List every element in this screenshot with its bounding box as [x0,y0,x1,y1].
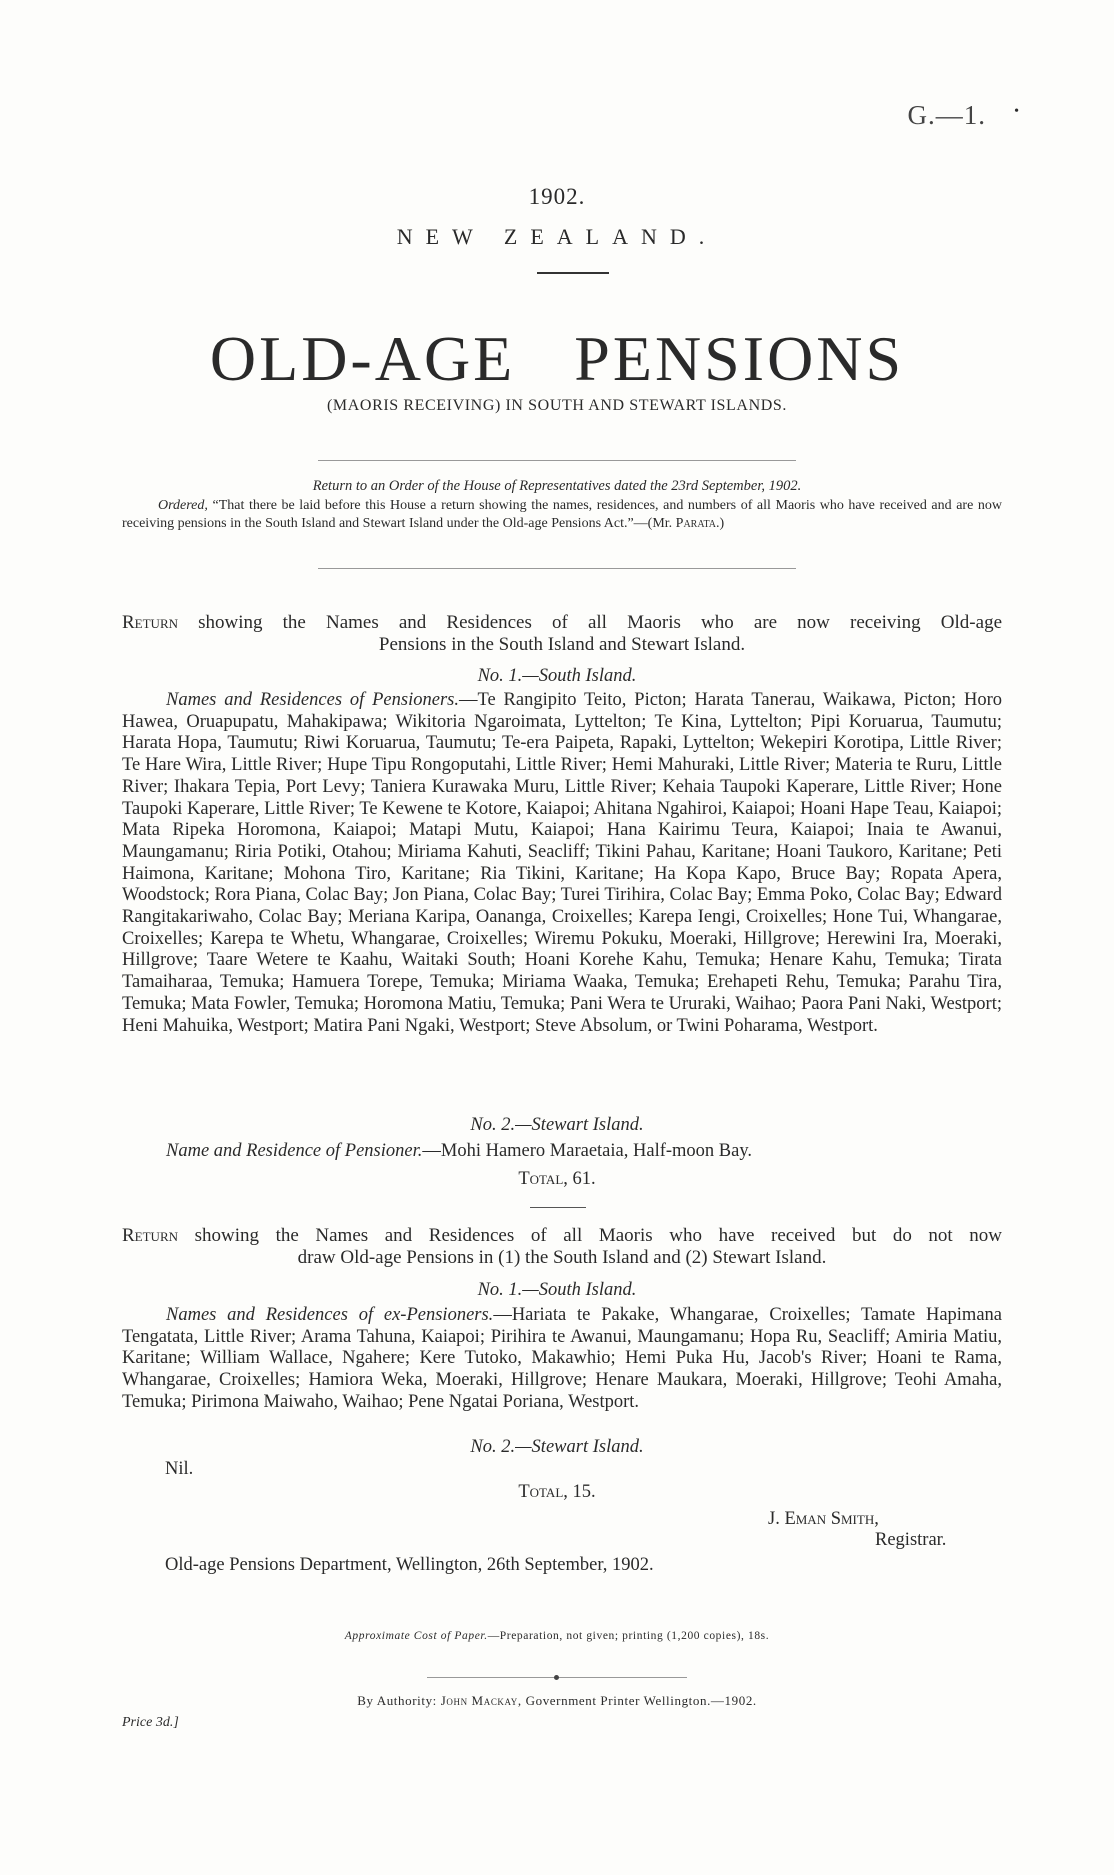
ordered-text: “That there be laid before this House a return showing the names, residences, and numbers of all Maoris who have received and are now receiving pensions in the South Island and Stewart Island under the Old-age Pensions Act.”—(Mr. [122,498,1003,531]
section-divider [530,1207,586,1208]
imprint-line [0,1693,1114,1709]
return-2-heading [122,1225,1002,1269]
return-2-south-heading: No. 1.—South Island. [477,1280,637,1300]
return-2-total [0,1482,1114,1503]
signatory-name: J. Eman Smith, [768,1509,879,1529]
order-rule-bottom [318,568,796,569]
return-1-heading [122,612,1002,656]
department-line: Old-age Pensions Department, Wellington, 26th September, 1902. [165,1555,654,1575]
return-2-heading-line2: draw Old-age Pensions in (1) the South Island and (2) Stewart Island. [297,1247,827,1268]
ordered-member: Parata [675,515,716,531]
ordered-end: .) [716,515,725,531]
return-order-line: Return to an Order of the House of Representatives dated the 23rd September, 1902. [312,478,802,494]
signatory-role: Registrar. [875,1530,947,1550]
return-2-south-paragraph [122,1305,1002,1414]
cost-line [0,1630,1114,1642]
return-2-total-value: 15. [572,1482,596,1502]
return-1-stewart-heading: No. 2.—Stewart Island. [470,1115,644,1135]
page-subtitle: (MAORIS RECEIVING) IN SOUTH AND STEWART ISLANDS. [327,397,787,414]
ordered-paragraph [122,497,1002,532]
return-1-stewart-label: Name and Residence of Pensioner. [166,1141,423,1161]
return-1-total [0,1169,1114,1190]
return-1-total-label: Total, [518,1169,568,1189]
return-2-lead: Return [122,1225,179,1246]
cost-text: —Preparation, not given; printing (1,200 copies), 18s. [487,1630,770,1642]
return-1-south-paragraph [122,690,1002,1037]
return-2-total-label: Total, [518,1482,568,1502]
country: NEW ZEALAND. [396,224,718,249]
title-rule [537,272,609,274]
imprint-rule-dot [554,1675,559,1680]
return-1-stewart-paragraph [122,1141,1002,1163]
return-1-lead: Return [122,612,179,633]
page-title: OLD-AGE PENSIONS [209,323,905,394]
return-2-stewart-heading: No. 2.—Stewart Island. [470,1437,644,1457]
cost-label: Approximate Cost of Paper. [344,1630,488,1642]
imprint-prefix: By Authority: [357,1693,437,1708]
imprint-suffix: , Government Printer Wellington.—1902. [517,1693,757,1708]
price: Price 3d.] [122,1715,179,1730]
return-2-south-text: —Hariata te Pakake, Whangarae, Croixelles; Tamate Hapimana Tengatata, Little River; Arama Tahuna, Kaiapoi; Pirihira te Awanui, Maungamanu; Hopa Ru, Seacliff; Amiria Matiu, Karitane; William Wallace, Ngahere; Kere Tutoko, Makawhio; Hemi Puka Hu, Jacob's River; Hoani te Rama, Whangarae, Croixelles; Hamiora Weka, Moeraki, Hillgrove; Henare Maukara, Moeraki, Hillgrove; Teohi Amaha, Temuka; Pirimona Maiwaho, Waihao; Pene Ngatai Poriana, Westport. [122,1305,1002,1412]
return-2-south-label: Names and Residences of ex-Pensioners. [166,1305,494,1325]
year: 1902. [528,184,586,209]
return-1-heading-text: showing the Names and Residences of all Maoris who are now receiving Old-age [198,612,1002,633]
return-2-heading-text: showing the Names and Residences of all Maoris who have received but do not now [194,1225,1002,1246]
return-1-heading-line2: Pensions in the South Island and Stewart Island. [378,634,746,655]
corner-mark: • [1014,104,1019,119]
document-reference: G.—1. [907,100,986,130]
order-rule-top [318,460,796,461]
return-1-total-value: 61. [572,1169,596,1189]
imprint-printer: John Mackay [440,1693,518,1708]
ordered-label: Ordered, [158,498,208,513]
return-1-stewart-text: —Mohi Hamero Maraetaia, Half-moon Bay. [422,1141,753,1161]
return-2-nil: Nil. [165,1459,194,1479]
return-1-south-text: —Te Rangipito Teito, Picton; Harata Tanerau, Waikawa, Picton; Horo Hawea, Oruapupatu, Mahakipawa; Wikitoria Ngaroimata, Lyttelton; Te Kina, Lyttelton; Pipi Koruarua, Taumutu; Harata Hopa, Taumutu; Riwi Koruarua, Taumutu; Te-era Paipeta, Rapaki, Lyttelton; Wekepiri Korotipa, Little River; Te Hare Wira, Little River; Hupe Tipu Rongoputahi, Little River; Hemi Mahuraki, Little River; Materia te Ruru, Little River; Ihakara Tepia, Port Levy; Taniera Kurawaka Muru, Little River; Kehaia Taupoki Kaperare, Little River; Hone Taupoki Kaperare, Little River; Te Kewene te Kotore, Kaiapoi; Ahitana Ngahiroi, Kaiapoi; Hoani Hape Teau, Kaiapoi; Mata Ripeka Horomona, Kaiapoi; Matapi Mutu, Kaiapoi; Hana Kairimu Teura, Kaiapoi; Inaia te Awanui, Maungamanu; Riria Potiki, Otahou; Miriama Kahuti, Seacliff; Tikini Pahau, Karitane; Hoani Taukoro, Karitane; Peti Haimona, Karitane; Mohona Tiro, Karitane; Ria Tikini, Karitane; Ha Kopa Kapo, Bruce Bay; Ropata Apera, Woodstock; Rora Piana, Colac Bay; Jon Piana, Colac Bay; Turei Tirihira, Colac Bay; Emma Poko, Colac Bay; Edward Rangitakariwaho, Colac Bay; Meriana Karipa, Oananga, Croixelles; Karepa Iengi, Croixelles; Hone Tui, Whangarae, Croixelles; Karepa te Whetu, Whangarae, Croixelles; Wiremu Pokuku, Moeraki, Hillgrove; Herewini Ira, Moeraki, Hillgrove; Taare Wetere te Kaahu, Waitaki South; Hoani Korehe Kahu, Temuka; Henare Kahu, Temuka; Tirata Tamaiharaa, Temuka; Hamuera Torepe, Temuka; Miriama Waaka, Temuka; Erehapeti Rehu, Temuka; Parahu Tira, Temuka; Mata Fowler, Temuka; Horomona Matiu, Temuka; Pani Wera te Ururaki, Waihao; Paora Pani Naki, Westport; Heni Mahuika, Westport; Matira Pani Ngaki, Westport; Steve Absolum, or Twini Poharama, Westport. [122,690,1002,1036]
return-1-south-label: Names and Residences of Pensioners. [166,690,459,710]
return-1-south-heading: No. 1.—South Island. [477,666,637,686]
